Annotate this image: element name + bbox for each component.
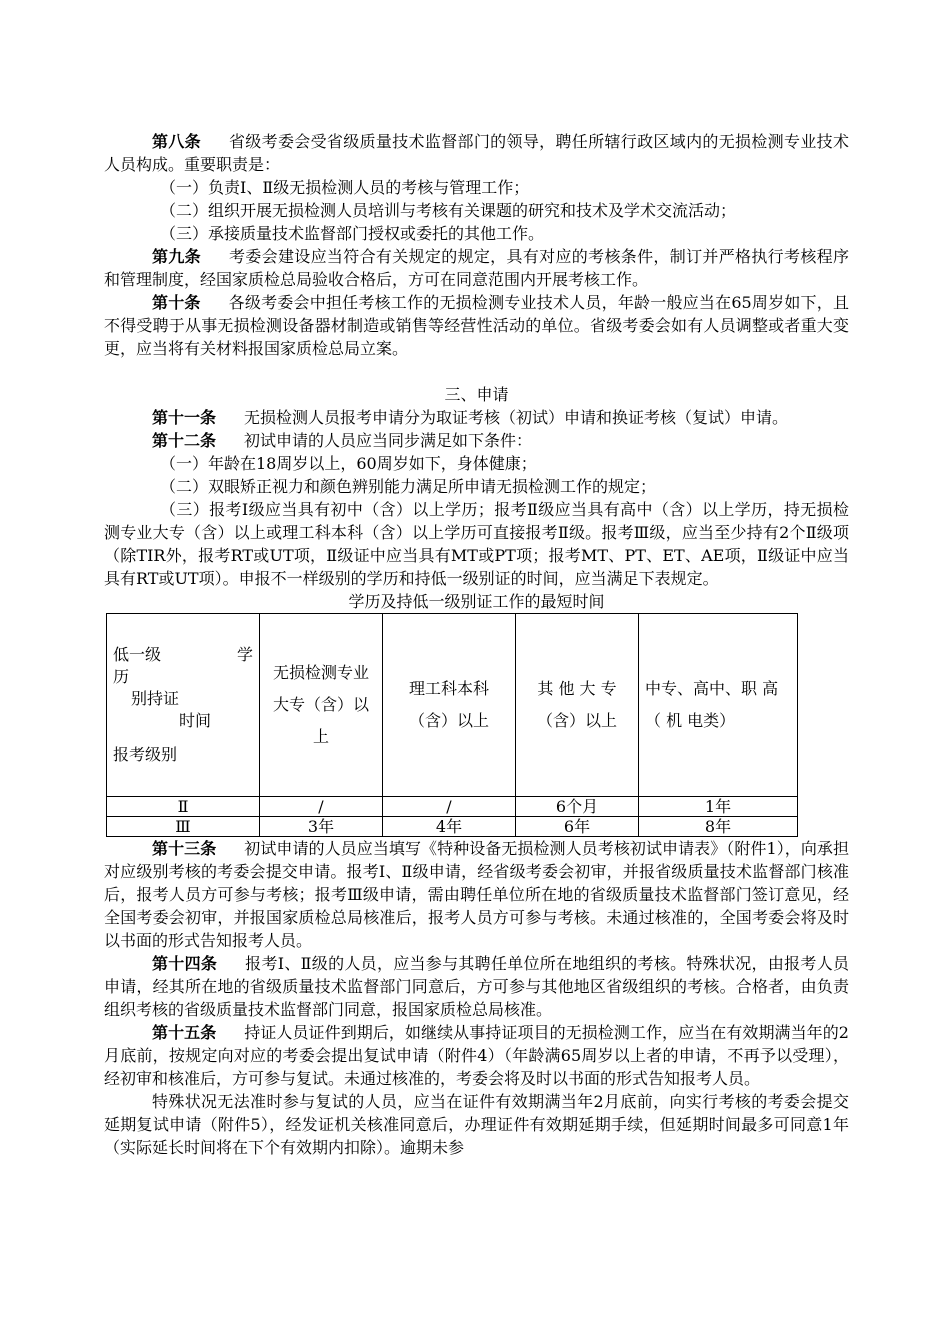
article-title: 第十条 <box>152 293 201 312</box>
requirements-table <box>106 613 798 837</box>
article-title: 第十五条 <box>152 1023 217 1042</box>
article-11 <box>104 406 849 429</box>
table-cell: 6年 <box>516 817 639 837</box>
article-body: 考委会建设应当符合有关规定的规定，具有对应的考核条件，制订并严格执行考核程序和管理制度，经国家质检总局验收合格后，方可在同意范围内开展考核工作。 <box>104 247 849 289</box>
article-body: 报考Ⅰ、Ⅱ级的人员，应当参与其聘任单位所在地组织的考核。特殊状况，由报考人员申请，经其所在地的省级质量技术监督部门同意后，方可参与其他地区省级组织的考核。合格者，由负责组织考核的省级质量技术监督部门同意，报国家质检总局核准。 <box>104 954 849 1019</box>
table-row <box>107 817 798 837</box>
article-body: 省级考委会受省级质量技术监督部门的领导，聘任所辖行政区域内的无损检测专业技术人员构成。重要职责是： <box>104 132 849 174</box>
corner-text: 历 <box>113 667 130 686</box>
table-cell: 1年 <box>639 797 798 817</box>
article-title: 第十四条 <box>152 954 218 973</box>
article-body: 各级考委会中担任考核工作的无损检测专业技术人员，年龄一般应当在65周岁如下，且不得受聘于从事无损检测设备器材制造或销售等经营性活动的单位。省级考委会如有人员调整或者重大变更，应当将有关材料报国家质检总局立案。 <box>104 293 849 358</box>
list-item: （二）双眼矫正视力和颜色辨别能力满足所申请无损检测工作的规定； <box>160 477 657 496</box>
article-title: 第十二条 <box>152 431 217 450</box>
article-title: 第八条 <box>152 132 201 151</box>
article-body: 持证人员证件到期后，如继续从事持证项目的无损检测工作，应当在有效期满当年的2月底前，按规定向对应的考委会提出复试申请（附件4）（年龄满65周岁以上者的申请，不再予以受理），经初审和核准后，方可参与复试。未通过核准的，考委会将及时以书面的形式告知报考人员。 <box>104 1023 849 1088</box>
table-header-cell: 其 他 大 专（含）以上 <box>516 614 639 797</box>
document-page <box>104 130 849 1159</box>
article-12 <box>104 429 849 452</box>
article-13 <box>104 837 849 952</box>
article-body: 无损检测人员报考申请分为取证考核（初试）申请和换证考核（复试）申请。 <box>244 408 789 427</box>
table-caption: 学历及持低一级别证工作的最短时间 <box>348 592 605 611</box>
table-cell: / <box>260 797 383 817</box>
article-title: 第十一条 <box>152 408 217 427</box>
table-cell: / <box>383 797 516 817</box>
table-cell-level: Ⅲ <box>107 817 260 837</box>
list-item: （三）报考Ⅰ级应当具有初中（含）以上学历；报考Ⅱ级应当具有高中（含）以上学历，持无损检测专业大专（含）以上或理工科本科（含）以上学历可直接报考Ⅱ级。报考Ⅲ级，应当至少持有2个Ⅱ级项（除TIR外，报考RT或UT项，Ⅱ级证中应当具有MT或PT项；报考MT、PT、ET、AE项，Ⅱ级证中应当具有RT或UT项）。申报不一样级别的学历和持低一级别证的时间，应当满足下表规定。 <box>104 500 849 588</box>
list-item: （一）负责Ⅰ、Ⅱ级无损检测人员的考核与管理工作； <box>160 178 530 197</box>
article-body: 初试申请的人员应当同步满足如下条件： <box>244 431 533 450</box>
article-title: 第九条 <box>152 247 201 266</box>
corner-text: 报考级别 <box>113 745 178 764</box>
corner-text: 时间 <box>179 711 212 730</box>
table-corner-cell <box>107 614 260 797</box>
section-heading: 三、申请 <box>444 385 509 404</box>
article-15 <box>104 1021 849 1090</box>
article-title: 第十三条 <box>152 839 217 858</box>
table-cell: 4年 <box>383 817 516 837</box>
table-cell-level: Ⅱ <box>107 797 260 817</box>
table-header-row <box>107 614 798 797</box>
table-cell: 6个月 <box>516 797 639 817</box>
table-row <box>107 797 798 817</box>
article-body: 初试申请的人员应当填写《特种设备无损检测人员考核初试申请表》（附件1），向承担对应级别考核的考委会提交申请。报考Ⅰ、Ⅱ级申请，经省级考委会初审，并报省级质量技术监督部门核准后，报考人员方可参与考核；报考Ⅲ级申请，需由聘任单位所在地的省级质量技术监督部门签订意见，经全国考委会初审，并报国家质检总局核准后，报考人员方可参与考核。未通过核准的，全国考委会将及时以书面的形式告知报考人员。 <box>104 839 849 950</box>
article-15-continued: 特殊状况无法准时参与复试的人员，应当在证件有效期满当年2月底前，向实行考核的考委会提交延期复试申请（附件5），经发证机关核准同意后，办理证件有效期延期手续，但延期时间最多可同意1年（实际延长时间将在下个有效期内扣除）。逾期未参 <box>104 1092 849 1157</box>
table-header-cell: 无损检测专业大专（含）以上 <box>260 614 383 797</box>
article-9 <box>104 245 849 291</box>
list-item: （一）年龄在18周岁以上，60周岁如下，身体健康； <box>160 454 537 473</box>
list-item: （二）组织开展无损检测人员培训与考核有关课题的研究和技术及学术交流活动； <box>160 201 737 220</box>
corner-text: 低一级 学 <box>113 645 253 664</box>
article-10 <box>104 291 849 360</box>
article-8 <box>104 130 849 176</box>
table-cell: 3年 <box>260 817 383 837</box>
table-header-cell: 理工科本科（含）以上 <box>383 614 516 797</box>
table-cell: 8年 <box>639 817 798 837</box>
table-header-cell: 中专、高中、职 高 （ 机 电类） <box>639 614 798 797</box>
list-item: （三）承接质量技术监督部门授权或委托的其他工作。 <box>160 224 545 243</box>
corner-text: 别持证 <box>131 689 180 708</box>
article-14 <box>104 952 849 1021</box>
